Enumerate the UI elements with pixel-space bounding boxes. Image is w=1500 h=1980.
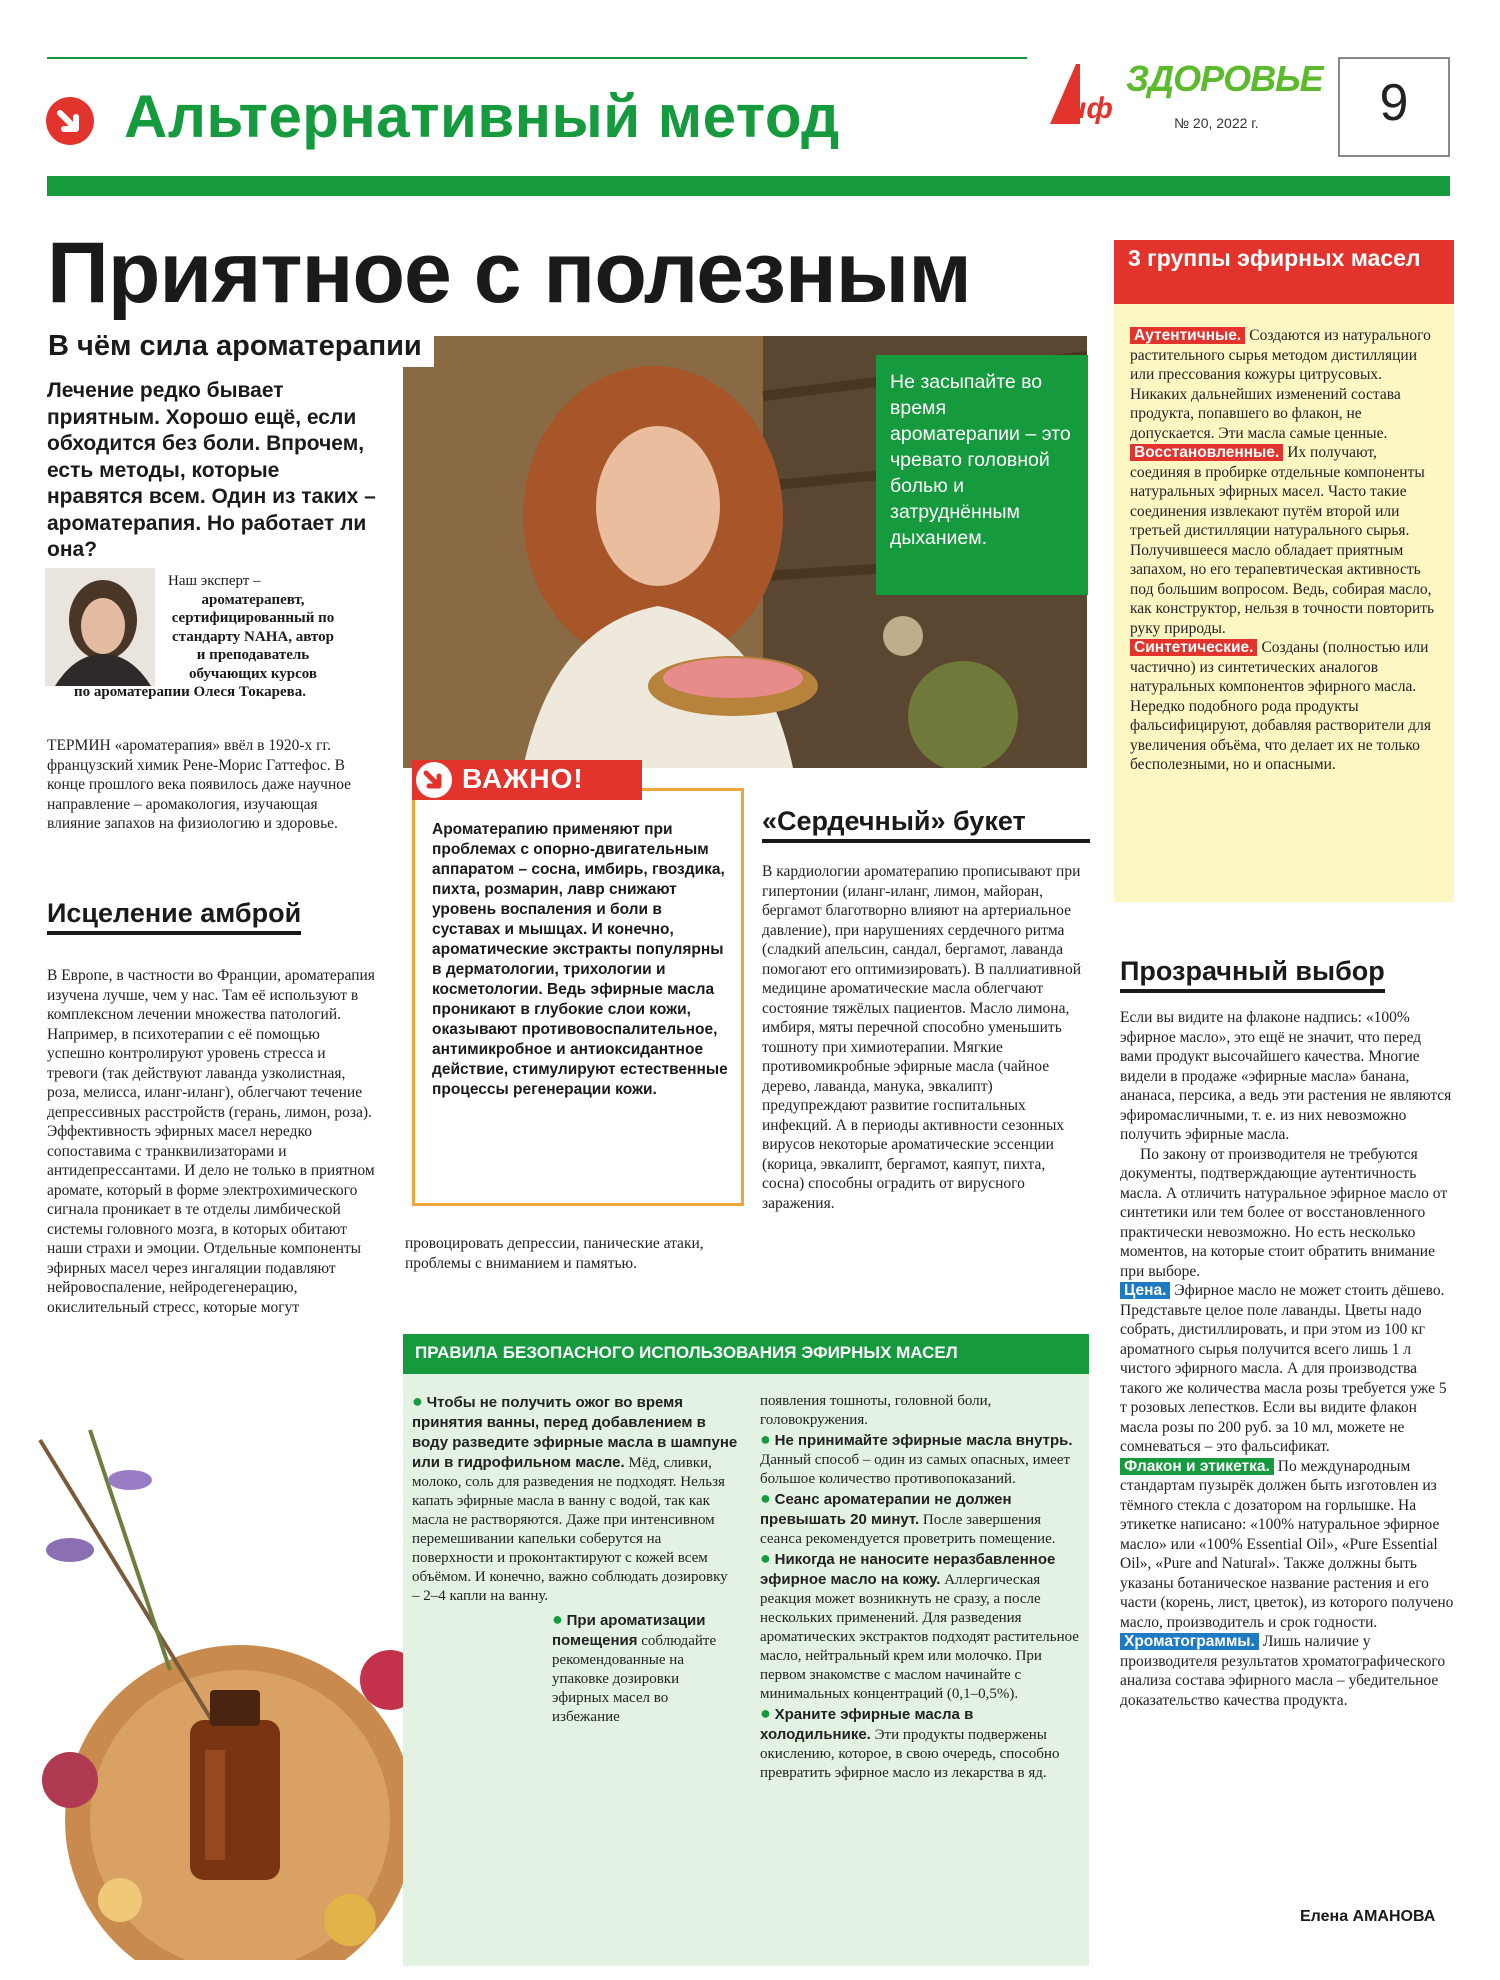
bullet-icon: ● xyxy=(760,1429,771,1449)
svg-text:иф: иф xyxy=(1068,92,1113,125)
choice-item-text: Лишь наличие у производителя результатов хроматографического анализа состава эфирного масла – убедительное доказательство качества продукта. xyxy=(1120,1633,1446,1709)
group-item xyxy=(1130,326,1438,443)
rule-text: Аллергическая реакция может возникнуть не сразу, а после нескольких применений. Для разведения ароматических экстрактов подходят растительное масло, нейтральный крем или молочко. При первом знакомстве с маслом начинайте с минимальных концентраций (0,1–0,5%). xyxy=(760,1572,1079,1702)
amber-text: В Европе, в частности во Франции, ароматерапия изучена лучше, чем у нас. Там её используют в комплексном лечении множества патологий. Например, в психотерапии с её помощью успешно контролируют уровень стресса и тревоги (так действуют лаванда узколистная, роза, мелисса, иланг-иланг), облегчают течение депрессивных расстройств (герань, лимон, роза). Эффективность эфирных масел нередко сопоставима с транквилизаторами и антидепрессантами. И дело не только в приятном аромате, который в форме электрохимического сигнала проникает в те отделы лимбической системы головного мозга, в которых обитают наши страхи и эмоции. Отдельные компоненты эфирных масел через ингаляции подавляют нейровоспаление, нейродегенерацию, окислительный стресс, которые могут xyxy=(47,967,375,1316)
rule-title: Никогда не наносите неразбавленное эфирное масло на кожу. xyxy=(760,1551,1056,1588)
expert-caption xyxy=(40,572,360,702)
bullet-icon: ● xyxy=(760,1488,771,1508)
oil-bottle-image xyxy=(10,1420,440,1960)
rule-item xyxy=(760,1704,1080,1783)
amber-continuation: провоцировать депрессии, панические атаки, проблемы с вниманием и памятью. xyxy=(405,1235,704,1272)
choice-p2: По закону от производителя не требуются документы, подтверждающие аутентичность масла. А отличить натуральное эфирное масло от синтетики или тем более от восстановленного практически невозможно. Но есть несколько моментов, на которые стоит обратить внимание при выборе. xyxy=(1120,1145,1448,1280)
choice-item-text: По международным стандартам пузырёк должен быть изготовлен из тёмного стекла с дозатором на горлышке. На этикетке написано: «100% натуральное эфирное масло» или «100% Essential Oil», «Pure Essential Oil», «Pure and Natural». Также должны быть указаны ботаническое название растения и его части (корень, лист, цветок), из которого получено масло, производитель и срок годности. xyxy=(1120,1457,1454,1631)
rule-title: Сеанс ароматерапии не должен превышать 20 минут. xyxy=(760,1491,1012,1528)
heart-text: В кардиологии ароматерапию прописывают при гипертонии (иланг-иланг, лимон, майоран, бергамот благотворно влияют на артериальное давление), при нарушениях сердечного ритма (сладкий апельсин, сандал, бергамот, лаванда помогают его оптимизировать). В паллиативной медицине ароматические масла облегчают состояние тяжёлых пациентов. Масло лимона, имбиря, мяты перечной способно уменьшить тошноту при химиотерапии. Мягкие противомикробные эфирные масла (чайное дерево, лаванда, манука, эвкалипт) предупреждают развитие госпитальных инфекций. А в периоды активности сезонных вирусов некоторые ароматические эссенции (корица, эвкалипт, бергамот, каяпут, пихта, сосна) способны оградить от вирусного заражения. xyxy=(762,863,1082,1212)
choice-item-text: Эфирное масло не может стоить дёшево. Представьте целое поле лаванды. Цветы надо собрать, дистиллировать, и при этом из 100 кг ароматного сырья получится всего лишь 1 л чистого эфирного масла. А для производства такого же количества масла розы требуется уже 5 т розовых лепестков. Если вы видите флакон масла розы по 200 руб. за 10 мл, можете не сомневаться – это фальсификат. xyxy=(1120,1282,1447,1455)
group-text: Созданы (полностью или частично) из синтетических аналогов натуральных компонентов эфирного масла. Нередко подобного рода продукты фальсифицируют, добавляя растворители для увеличения объёма, что делает их не только бесполезными, но и опасными. xyxy=(1130,639,1431,773)
issue-number: № 20, 2022 г. xyxy=(1174,115,1259,131)
choice-text xyxy=(1120,1008,1455,1710)
choice-p1: Если вы видите на флаконе надпись: «100% эфирное масло», это ещё не значит, что перед вами продукт высочайшего качества. Многие видели в продаже «эфирные масла» банана, ананаса, персика, а ведь эти растения не являются эфиромасличными, т. е. из них невозможно получить эфирные масла. xyxy=(1120,1009,1452,1143)
groups-heading: 3 группы эфирных масел xyxy=(1128,245,1421,271)
rule-item xyxy=(412,1392,738,1606)
intro-paragraph: ТЕРМИН «ароматерапия» ввёл в 1920-х гг. французский химик Рене-Морис Гаттефос. В конце прошлого века появилось даже научное направление – аромакология, изучающая влияние запахов на физиологию и здоровье. xyxy=(47,737,352,832)
rules-heading: ПРАВИЛА БЕЗОПАСНОГО ИСПОЛЬЗОВАНИЯ ЭФИРНЫХ МАСЕЛ xyxy=(415,1343,958,1362)
rule-item xyxy=(760,1489,1080,1549)
choice-label: Цена. xyxy=(1120,1282,1170,1299)
rule-title: Не принимайте эфирные масла внутрь. xyxy=(774,1432,1073,1449)
rules-column-1 xyxy=(412,1392,738,1727)
groups-heading-bar xyxy=(1114,240,1454,304)
rule-item xyxy=(760,1430,1080,1489)
photo-callout xyxy=(876,355,1088,595)
article-subtitle-text: В чём сила ароматерапии xyxy=(48,330,422,362)
article-subtitle xyxy=(40,326,434,367)
rule-text: Эти продукты подвержены окислению, которое, в свою очередь, способно превратить эфирное масло из лекарства в яд. xyxy=(760,1727,1060,1781)
choice-label: Хроматограммы. xyxy=(1120,1633,1259,1650)
group-text: Создаются из натурального растительного сырья методом дистилляции или прессования кожуры цитрусовых. Никаких дальнейших изменений состава продукта, попавшего во флакон, не допускается. Эти масла самые ценные. xyxy=(1130,327,1431,442)
section-arrow-icon xyxy=(46,97,94,145)
rule-title: При ароматизации помещения xyxy=(552,1612,706,1649)
bullet-icon: ● xyxy=(412,1391,423,1411)
author-signature: Елена АМАНОВА xyxy=(1300,1908,1436,1925)
choice-heading: Прозрачный выбор xyxy=(1120,956,1385,993)
article-title: Приятное с полезным xyxy=(47,225,971,321)
important-text: Ароматерапию применяют при проблемах с опорно-двигательным аппаратом – сосна, имбирь, гвоздика, пихта, розмарин, лавр снижают уровень воспаления и боли в суставах и мышцах. И конечно, ароматические экстракты популярны в дерматологии, трихологии и косметологии. Ведь эфирные масла проникают в глубокие слои кожи, оказывают противовоспалительное, антимикробное и антиоксидантное действие, стимулируют естественные процессы регенерации кожи. xyxy=(432,821,728,1098)
important-label-bar xyxy=(412,760,642,800)
expert-intro: Наш эксперт – xyxy=(168,573,261,589)
rule-text: Данный способ – один из самых опасных, имеет большое количество противопоказаний. xyxy=(760,1452,1071,1487)
choice-label: Флакон и этикетка. xyxy=(1120,1458,1274,1475)
aif-logo xyxy=(1046,60,1114,130)
group-label: Аутентичные. xyxy=(1130,327,1245,344)
bullet-icon: ● xyxy=(760,1703,771,1723)
rule-text: соблюдайте рекомендованные на упаковке дозировки эфирных масел во избежание xyxy=(552,1633,717,1725)
header-top-rule xyxy=(47,57,1027,59)
heart-heading: «Сердечный» букет xyxy=(762,806,1090,843)
group-text: Их получают, соединяя в пробирке отдельные компоненты натуральных эфирных масел. Часто такие соединения извлекают путём второй или третьей дистилляции натурального сырья. Получившееся масло обладает приятным запахом, но его терапевтическая активность под большим вопросом. Ведь, собирая масло, как конструктор, нельзя в точности повторить руку природы. xyxy=(1130,444,1435,637)
choice-item xyxy=(1120,1632,1455,1710)
expert-bio: ароматерапевт, сертифицированный по стандарту NAHA, автор и преподаватель обучающих курсов xyxy=(171,591,335,682)
choice-item xyxy=(1120,1457,1455,1633)
amber-heading: Исцеление амброй xyxy=(47,898,301,935)
page-number-box xyxy=(1338,57,1450,157)
logo-word: ЗДОРОВЬЕ xyxy=(1126,58,1323,99)
article-lead: Лечение редко бывает приятным. Хорошо ещё, если обходится без боли. Впрочем, есть методы, которые нравятся всем. Один из таких – ароматерапия. Но работает ли она? xyxy=(47,379,376,561)
rule-item xyxy=(552,1610,738,1727)
important-label: ВАЖНО! xyxy=(462,763,584,794)
group-item xyxy=(1130,638,1438,775)
header-bottom-rule xyxy=(47,176,1450,196)
choice-item xyxy=(1120,1281,1455,1457)
photo-callout-text: Не засыпайте во время ароматерапии – это чревато головной болью и затруднённым дыханием. xyxy=(890,371,1071,549)
bullet-icon: ● xyxy=(552,1609,563,1629)
rule-title: Храните эфирные масла в холодильнике. xyxy=(760,1706,974,1743)
rules-heading-bar xyxy=(403,1334,1089,1374)
group-item xyxy=(1130,443,1438,638)
groups-list xyxy=(1130,326,1438,775)
rule-title: Чтобы не получить ожог во время принятия ванны, перед добавлением в воду разведите эфирные масла в шампуне или в гидрофильном масле. xyxy=(412,1394,738,1471)
rule-continuation: появления тошноты, головной боли, головокружения. xyxy=(760,1393,992,1428)
group-label: Восстановленные. xyxy=(1130,444,1283,461)
group-label: Синтетические. xyxy=(1130,639,1257,656)
rule-text: После завершения сеанса рекомендуется проветрить помещение. xyxy=(760,1512,1056,1547)
rule-item xyxy=(760,1549,1080,1704)
rules-column-2 xyxy=(760,1392,1080,1783)
expert-name: по ароматерапии Олеся Токарева. xyxy=(73,684,307,700)
rule-text: Мёд, сливки, молоко, соль для разведения не подходят. Нельзя капать эфирные масла в ванну с водой, так как масла не растворяются. Даже при интенсивном перемешивании капельки соберутся на поверхности и проконтактируют с кожей всем объёмом. И конечно, важно соблюдать дозировку – 2–4 капли на ванну. xyxy=(412,1455,728,1604)
bullet-icon: ● xyxy=(760,1548,771,1568)
important-arrow-icon xyxy=(416,762,452,798)
page-number: 9 xyxy=(1379,74,1409,132)
section-title: Альтернативный метод xyxy=(124,83,840,150)
